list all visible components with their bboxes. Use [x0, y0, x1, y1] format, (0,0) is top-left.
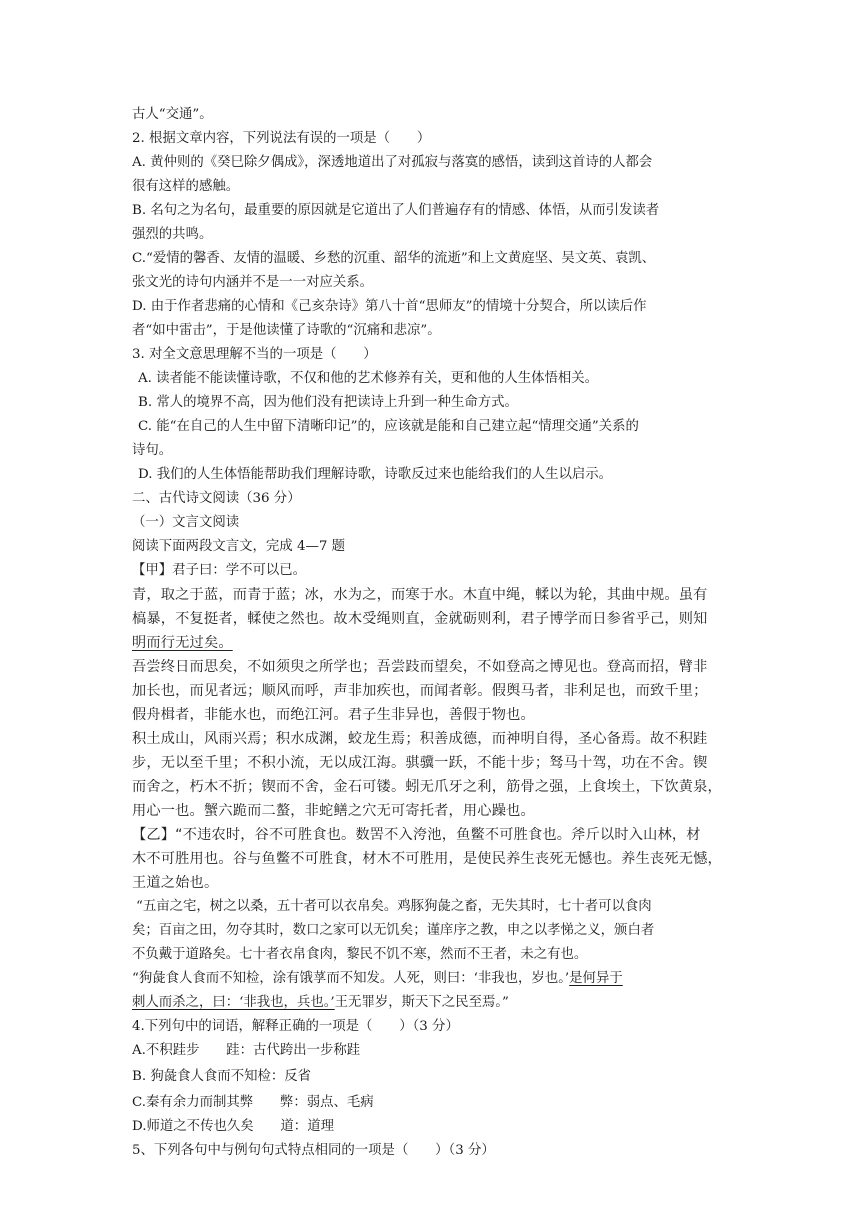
passage-line: “五亩之宅，树之以桑，五十者可以衣帛矣。鸡豚狗彘之畜，无失其时，七十者可以食肉 — [136, 899, 652, 914]
passage-line — [132, 991, 732, 1015]
question-4-option-d: D.师道之不传也久矣 道：道理 — [132, 1119, 334, 1134]
passage-line: 用心一也。蟹六跪而二螯，非蛇鳝之穴无可寄托者，用心躁也。 — [132, 803, 535, 819]
passage-line: 木不可胜用也。谷与鱼鳖不可胜食，材木不可胜用，是使民养生丧死无憾也。养生丧死无憾， — [132, 851, 722, 867]
passage-line: 槁暴，不复挺者，輮使之然也。故木受绳则直，金就砺则利，君子博学而日参省乎己，则知 — [132, 611, 708, 627]
question-3-option-a: A. 读者能不能读懂诗歌，不仅和他的艺术修养有关，更和他的人生体悟相关。 — [138, 371, 599, 386]
passage-text: “狗彘食人食而不知检，涂有饿莩而不知发。人死，则曰：‘非我也，岁也。’ — [132, 971, 570, 986]
passage-line: 步，无以至千里；不积小流，无以成江海。骐骥一跃，不能十步；驽马十驾，功在不舍。锲 — [132, 755, 708, 771]
passage-jia-title: 【甲】君子曰：学不可以已。 — [132, 563, 307, 578]
text-line: 诗句。 — [132, 443, 173, 458]
passage-line — [132, 967, 732, 991]
subsection-heading: （一）文言文阅读 — [132, 515, 240, 530]
reading-instruction: 阅读下面两段文言文，完成 4—7 题 — [132, 539, 346, 554]
question-4-option-b: B. 狗彘食人食而不知检：反省 — [132, 1069, 312, 1084]
underlined-sentence: 刺人而杀之，曰：‘非我也，兵也。’ — [132, 995, 335, 1010]
text-line: 古人“交通”。 — [132, 107, 213, 122]
question-2-option-c: C.“爱情的馨香、友情的温暖、乡愁的沉重、韶华的流逝”和上文黄庭坚、吴文英、袁凯、 — [132, 251, 656, 266]
question-4-option-c: C.秦有余力而制其弊 弊：弱点、毛病 — [132, 1095, 374, 1110]
passage-line: 不负戴于道路矣。七十者衣帛食肉，黎民不饥不寒，然而不王者，未之有也。 — [132, 947, 588, 962]
passage-line: 积土成山，风雨兴焉；积水成渊，蛟龙生焉；积善成德，而神明自得，圣心备焉。故不积跬 — [132, 731, 708, 747]
passage-line: 矣；百亩之田，勿夺其时，数口之家可以无饥矣；谨庠序之教，申之以孝悌之义，颁白者 — [132, 923, 655, 938]
passage-line: 青，取之于蓝，而青于蓝；冰，水为之，而寒于水。木直中绳，輮以为轮，其曲中规。虽有 — [132, 587, 708, 603]
question-3-option-b: B. 常人的境界不高，因为他们没有把读诗上升到一种生命方式。 — [138, 395, 518, 410]
question-3-option-c: C. 能“在自己的人生中留下清晰印记”的，应该就是能和自己建立起“情理交通”关系的 — [138, 419, 639, 434]
question-4-option-a: A.不积跬步 跬：古代跨出一步称跬 — [132, 1043, 361, 1058]
text-line: 强烈的共鸣。 — [132, 227, 213, 242]
passage-yi-line: 【乙】“不违农时，谷不可胜食也。数罟不入洿池，鱼鳖不可胜食也。斧斤以时入山林，材 — [132, 827, 701, 843]
section-heading: 二、古代诗文阅读（36 分） — [132, 491, 301, 506]
question-3-stem: 3. 对全文意思理解不当的一项是（ ） — [132, 347, 377, 362]
passage-line: 王道之始也。 — [132, 875, 219, 891]
passage-line: 明而行无过矣。 — [132, 635, 233, 651]
question-5-stem: 5、下列各句中与例句句式特点相同的一项是（ ）（3 分） — [132, 1143, 495, 1158]
text-line: 张文光的诗句内涵并不是一一对应关系。 — [132, 275, 374, 290]
question-2-option-b: B. 名句之为名句，最重要的原因就是它道出了人们普遍存有的情感、体悟，从而引发读者 — [132, 203, 660, 218]
question-4-stem: 4.下列句中的词语，解释正确的一项是（ ）（3 分） — [132, 1019, 459, 1034]
question-2-option-a: A. 黄仲则的《癸巳除夕偶成》，深透地道出了对孤寂与落寞的感悟，读到这首诗的人都会 — [132, 155, 653, 170]
passage-text: 王无罪岁，斯天下之民至焉。” — [334, 995, 509, 1010]
passage-line: 假舟楫者，非能水也，而绝江河。君子生非异也，善假于物也。 — [132, 707, 535, 723]
question-3-option-d: D. 我们的人生体悟能帮助我们理解诗歌，诗歌反过来也能给我们的人生以启示。 — [138, 467, 613, 482]
passage-line: 而舍之，朽木不折；锲而不舍，金石可镂。蚓无爪牙之利，筋骨之强，上食埃土，下饮黄泉， — [132, 779, 722, 795]
text-line: 很有这样的感触。 — [132, 179, 240, 194]
passage-line: 加长也，而见者远；顺风而呼，声非加疾也，而闻者彰。假舆马者，非利足也，而致千里； — [132, 683, 708, 699]
text-line: 者“如中雷击”，于是他读懂了诗歌的“沉痛和悲凉”。 — [132, 323, 441, 338]
underlined-sentence: 是何异于 — [569, 971, 623, 986]
passage-line: 吾尝终日而思矣，不如须臾之所学也；吾尝跂而望矣，不如登高之博见也。登高而招，臂非 — [132, 659, 708, 675]
question-2-stem: 2. 根据文章内容，下列说法有误的一项是（ ） — [132, 131, 431, 146]
question-2-option-d: D. 由于作者悲痛的心情和《己亥杂诗》第八十首“思师友”的情境十分契合，所以读后作 — [132, 299, 647, 314]
